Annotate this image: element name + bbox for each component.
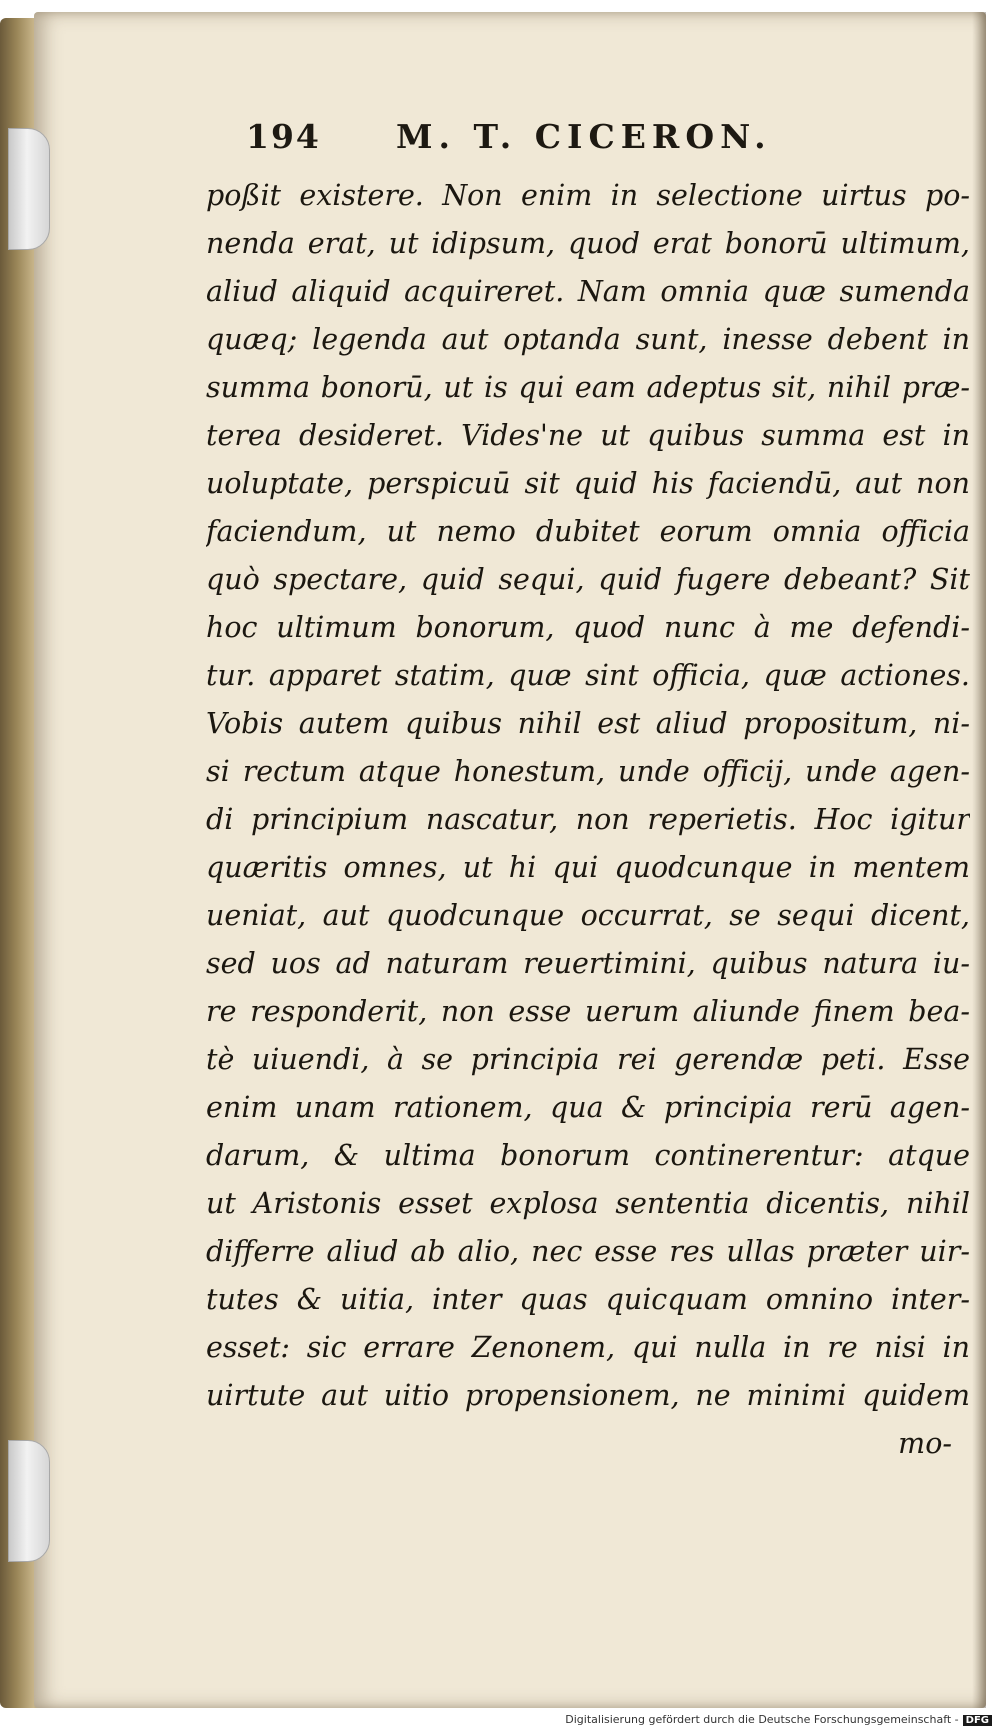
text-line: hoc ultimum bonorum, quod nunc à me defendi-	[206, 611, 970, 644]
text-line: enim unam rationem, qua & principia rerū agen-	[206, 1091, 970, 1124]
text-line: summa bonorū, ut is qui eam adeptus sit, nihil præ-	[206, 371, 970, 404]
text-line: uirtute aut uitio propensionem, ne minimi quidem	[206, 1379, 970, 1412]
page-header	[246, 117, 886, 163]
text-line: aliud aliquid acquireret. Nam omnia quæ sumenda	[206, 275, 970, 308]
dfg-logo: DFG	[963, 1715, 992, 1726]
digitization-credit	[565, 1713, 992, 1726]
page-clip-bottom	[8, 1440, 50, 1562]
text-line: ueniat, aut quodcunque occurrat, se sequi dicent,	[206, 899, 970, 932]
text-line: nenda erat, ut idipsum, quod erat bonorū ultimum,	[206, 227, 970, 260]
text-line: quæq; legenda aut optanda sunt, inesse debent in	[206, 323, 970, 356]
text-line: tutes & uitia, inter quas quicquam omnino inter-	[206, 1283, 970, 1316]
credit-text: Digitalisierung gefördert durch die Deutsche Forschungsgemeinschaft -	[565, 1713, 959, 1726]
text-line: ut Aristonis esset explosa sententia dicentis, nihil	[206, 1187, 970, 1220]
text-block	[206, 172, 970, 1468]
page-number: 194	[246, 117, 321, 156]
running-head: M. T. CICERON.	[396, 117, 772, 156]
text-line: esset: sic errare Zenonem, qui nulla in re nisi in	[206, 1331, 970, 1364]
text-line: quæritis omnes, ut hi qui quodcunque in mentem	[206, 851, 970, 884]
text-line: Vobis autem quibus nihil est aliud propositum, ni-	[206, 707, 970, 740]
text-line: terea desideret. Vides'ne ut quibus summa est in	[206, 419, 970, 452]
text-line: uoluptate, perspicuū sit quid his faciendū, aut non	[206, 467, 970, 500]
text-line: quò spectare, quid sequi, quid fugere debeant? Sit	[206, 563, 970, 596]
page-gutter-shadow	[972, 12, 986, 1708]
text-line: differre aliud ab alio, nec esse res ullas præter uir-	[206, 1235, 970, 1268]
text-line: tur. apparet statim, quæ sint officia, quæ actiones.	[206, 659, 970, 692]
text-line: darum, & ultima bonorum continerentur: atque	[206, 1139, 970, 1172]
text-line: poßit existere. Non enim in selectione uirtus po-	[206, 179, 970, 212]
text-line: faciendum, ut nemo dubitet eorum omnia officia	[206, 515, 970, 548]
text-line: di principium nascatur, non reperietis. Hoc igitur	[206, 803, 970, 836]
catchword: mo-	[898, 1427, 952, 1460]
text-line: re responderit, non esse uerum aliunde finem bea-	[206, 995, 970, 1028]
text-line: tè uiuendi, à se principia rei gerendæ peti. Esse	[206, 1043, 970, 1076]
page-clip-top	[8, 128, 50, 250]
text-line: sed uos ad naturam reuertimini, quibus natura iu-	[206, 947, 970, 980]
text-line: si rectum atque honestum, unde officij, unde agen-	[206, 755, 970, 788]
